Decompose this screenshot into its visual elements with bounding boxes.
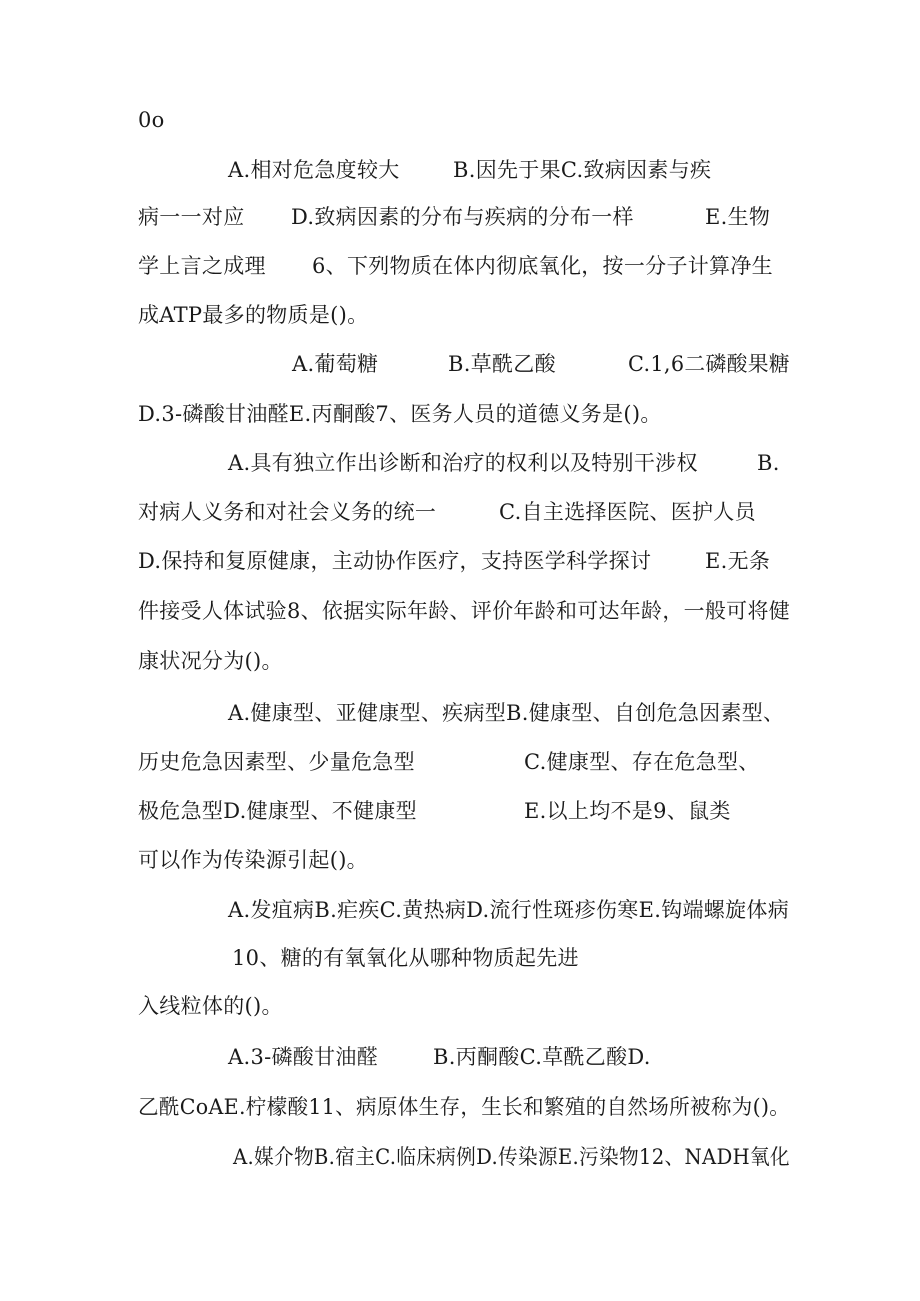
option-b: B.草酰乙酸 (448, 352, 556, 376)
option-d: D.致病因素的分布与疾病的分布一样 (291, 205, 634, 229)
option-d: 极危急型D.健康型、不健康型 (138, 799, 417, 823)
text-fragment: 成ATP最多的物质是()。 (138, 303, 369, 327)
option-e: E.生物 (705, 205, 771, 229)
options-and-question-7: D.3-磷酸甘油醛E.丙酮酸7、医务人员的道德义务是()。 (138, 402, 662, 426)
option-c: C.自主选择医院、医护人员 (499, 500, 756, 524)
text-fragment: 可以作为传染源引起()。 (138, 848, 368, 872)
text-fragment: 病一一对应 (138, 205, 245, 229)
text-fragment: 对病人义务和对社会义务的统一 (138, 500, 437, 524)
option-c: C.健康型、存在危急型、 (524, 750, 760, 774)
line-12 (0, 647, 283, 703)
option-a: A.相对危急度较大 (228, 158, 400, 182)
options-a-e: A.发疽病B.疟疾C.黄热病D.流行性斑疹伤寒E.钩端螺旋体病 (228, 898, 790, 922)
line-5 (0, 301, 369, 357)
question-10: 10、糖的有氧氧化从哪种物质起先进 (232, 946, 579, 970)
line-16 (0, 846, 368, 902)
line-7 (0, 400, 662, 456)
option-a: A.具有独立作出诊断和治疗的权利以及特别干涉权 (228, 451, 698, 475)
options-and-question-12: A.媒介物B.宿主C.临床病例D.传染源E.污染物12、NADH氧化 (233, 1145, 790, 1169)
question-8: 件接受人体试验8、依据实际年龄、评价年龄和可达年龄，一般可将健 (138, 599, 791, 623)
option-b: B. (757, 451, 780, 475)
option-c: C.1,6二磷酸果糖 (628, 352, 790, 376)
text-fragment: 0o (138, 108, 165, 132)
line-1 (0, 106, 165, 162)
option-e-question-9: E.以上均不是9、鼠类 (524, 799, 731, 823)
options-and-question-11: 乙酰CoAE.柠檬酸11、病原体生存，生长和繁殖的自然场所被称为()。 (138, 1095, 791, 1119)
option-d: D.保持和复原健康，主动协作医疗，支持医学科学探讨 (138, 549, 652, 573)
line-11 (0, 597, 791, 653)
options-b-d: B.丙酮酸C.草酰乙酸D. (433, 1045, 651, 1069)
text-fragment: 康状况分为()。 (138, 649, 283, 673)
option-b-c: B.因先于果C.致病因素与疾 (453, 158, 712, 182)
text-fragment: 入线粒体的()。 (138, 994, 283, 1018)
line-13 (0, 699, 785, 755)
line-21 (0, 1093, 791, 1149)
line-22 (0, 1143, 790, 1199)
options-a-b: A.健康型、亚健康型、疾病型B.健康型、自创危急因素型、 (228, 701, 785, 725)
option-e: E.无条 (705, 549, 771, 573)
text-fragment: 历史危急因素型、少量危急型 (138, 750, 415, 774)
question-6: 6、下列物质在体内彻底氧化，按一分子计算净生 (312, 254, 773, 278)
option-a: A.3-磷酸甘油醛 (228, 1045, 378, 1069)
text-fragment: 学上言之成理 (138, 254, 266, 278)
option-a: A.葡萄糖 (292, 352, 379, 376)
line-19 (0, 992, 283, 1048)
